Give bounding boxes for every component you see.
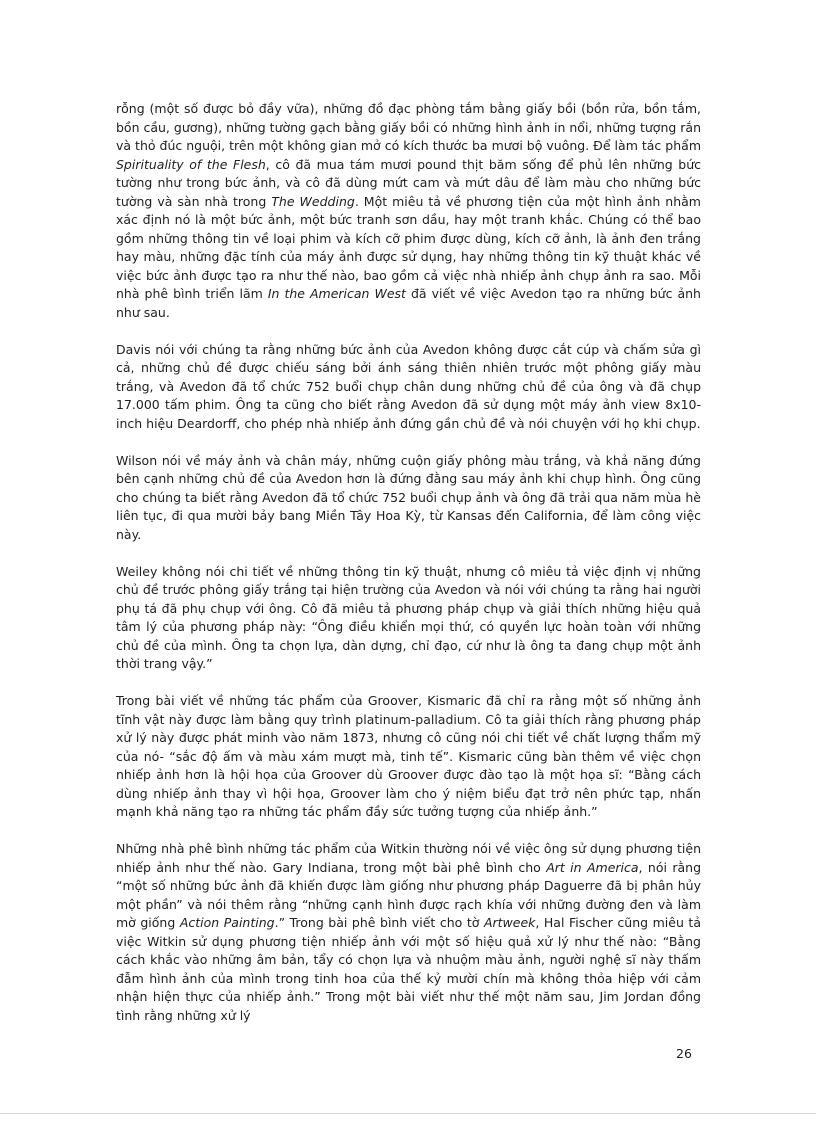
text-segment: Wilson nói về máy ảnh và chân máy, những cuộn giấy phông màu trắng, và khả năng đứng bên cạnh những chủ đề của Avedon hơn là đứng đằng sau máy ảnh khi chụp hình. Ông cũng cho chúng ta biết rằng Avedon đã tổ chức 752 buổi chụp ảnh và ông đã trải qua năm mùa hè liên tục, đi qua mười bảy bang Miền Tây Hoa Kỳ, từ Kansas đến California, để làm công việc này. xyxy=(116,452,701,542)
text-segment: đã viết về việc Avedon tạo ra những bức ảnh như sau. xyxy=(116,286,701,320)
text-segment: Trong bài viết về những tác phẩm của Groover, Kismaric đã chỉ ra rằng một số những ảnh tĩnh vật này được làm bằng quy trình platinum-palladium. Cô ta giải thích rằng phương pháp xử lý này được phát minh vào năm 1873, nhưng cô cũng nói chi tiết về chất lượng thẩm mỹ của nó- “sắc độ ấm và màu xám mượt mà, tinh tế”. Kismaric cũng bàn thêm về việc chọn nhiếp ảnh hơn là hội họa của Groover dù Groover được đào tạo là một họa sĩ: “Bằng cách dùng nhiếp ảnh thay vì hội họa, Groover làm cho ý niệm biểu đạt trở nên phức tạp, nhấn mạnh khả năng tạo ra những tác phẩm đầy sức tưởng tượng của nhiếp ảnh.” xyxy=(116,693,701,819)
text-segment: rỗng (một số được bỏ đầy vữa), những đồ đạc phòng tắm bằng giấy bồi (bồn rửa, bồn tắm, bồn cầu, gương), những tường gạch bằng giấy bồi có những hình ảnh in nổi, những tượng rắn và thỏ đúc nguội, trên một không gian mở có kích thước ba mươi bộ vuông. Để làm tác phẩm xyxy=(116,101,701,153)
paragraph xyxy=(116,692,701,822)
italic-title: Artweek xyxy=(483,915,536,930)
paragraphs xyxy=(116,100,701,1025)
paragraph xyxy=(116,563,701,674)
paragraph xyxy=(116,840,701,1025)
italic-title: The Wedding xyxy=(271,193,355,209)
italic-title: Action Painting xyxy=(179,915,275,930)
paragraph xyxy=(116,100,701,322)
text-segment: , nói rằng “một số những bức ảnh đã khiến được làm giống như phương pháp Daguerre đã bị phân hủy một phần” và nói thêm rằng “những cạnh hình được rạch khía với những đường đen và làm mờ giống xyxy=(116,859,701,930)
italic-title: Spirituality of the Flesh xyxy=(116,156,266,172)
paragraph xyxy=(116,452,701,545)
italic-title: In the American West xyxy=(267,286,406,301)
text-segment: .” Trong bài phê bình viết cho tờ xyxy=(274,915,484,930)
text-segment: Weiley không nói chi tiết về những thông tin kỹ thuật, nhưng cô miêu tả việc định vị những chủ đề trước phông giấy trắng tại hiện trường của Avedon và nói với chúng ta rằng hai người phụ tá đã phụ chụp với ông. Cô đã miêu tả phương pháp chụp và giải thích những hiệu quả tâm lý của phương pháp này: “Ông điều khiển mọi thứ, có quyền lực hoàn toàn với những chủ đề của mình. Ông ta chọn lựa, dàn dựng, chỉ đạo, cứ như là ông ta đang chụp một ảnh thời trang vậy.” xyxy=(116,563,701,671)
text-segment: , cô đã mua tám mươi pound thịt băm sống để phủ lên những bức tường như trong bức ảnh, và cô đã dùng mứt cam và mứt dâu để làm màu cho những bức tường và sàn nhà trong xyxy=(116,156,702,209)
text-segment: Davis nói với chúng ta rằng những bức ảnh của Avedon không được cắt cúp và chấm sửa gì cả, những chủ đề được chiếu sáng bởi ánh sáng thiên nhiên trước một phông giấy màu trắng, và Avedon đã tổ chức 752 buổi chụp chân dung những chủ đề của ông và đã chụp 17.000 tấm phim. Ông ta cũng cho biết rằng Avedon đã sử dụng một máy ảnh view 8x10-inch hiệu Deardorff, cho phép nhà nhiếp ảnh đứng gần chủ đề và nói chuyện với họ khi chụp. xyxy=(116,341,701,431)
page-bottom-edge xyxy=(0,1113,816,1114)
page-number: 26 xyxy=(676,1046,692,1061)
italic-title: Art in America xyxy=(546,859,639,875)
text-segment: , Hal Fischer cũng miêu tả việc Witkin sử dụng phương tiện nhiếp ảnh với một số hiệu quả xử lý như thế nào: “Bằng cách khắc vào những âm bản, tẩy có chọn lựa và nhuộm màu ảnh, người nghệ sĩ này thấm đẫm hình ảnh của mình trong tinh hoa của thế kỷ mười chín mà không thỏa hiệp với cảm nhận hiện thực của nhiếp ảnh.” Trong một bài viết như thế một năm sau, Jim Jordan đồng tình rằng những xử lý xyxy=(116,915,701,1023)
text-segment: . Một miêu tả về phương tiện của một hình ảnh nhằm xác định nó là một bức ảnh, một bức tranh sơn dầu, hay một tranh khắc. Chúng có thể bao gồm những thông tin về loại phim và kích cỡ phim được dùng, kích cỡ ảnh, là ảnh đen trắng hay màu, những đặc tính của máy ảnh được sử dụng, hay những thông tin kỹ thuật khác về việc bức ảnh được tạo ra như thế nào, bao gồm cả việc nhà nhiếp ảnh chụp ảnh ra sao. Mỗi nhà phê bình triển lãm xyxy=(116,193,701,301)
document-body xyxy=(116,100,701,1025)
text-segment: Những nhà phê bình những tác phẩm của Witkin thường nói về việc ông sử dụng phương tiện nhiếp ảnh như thế nào. Gary Indiana, trong một bài phê bình cho xyxy=(116,841,701,875)
paragraph xyxy=(116,341,701,434)
